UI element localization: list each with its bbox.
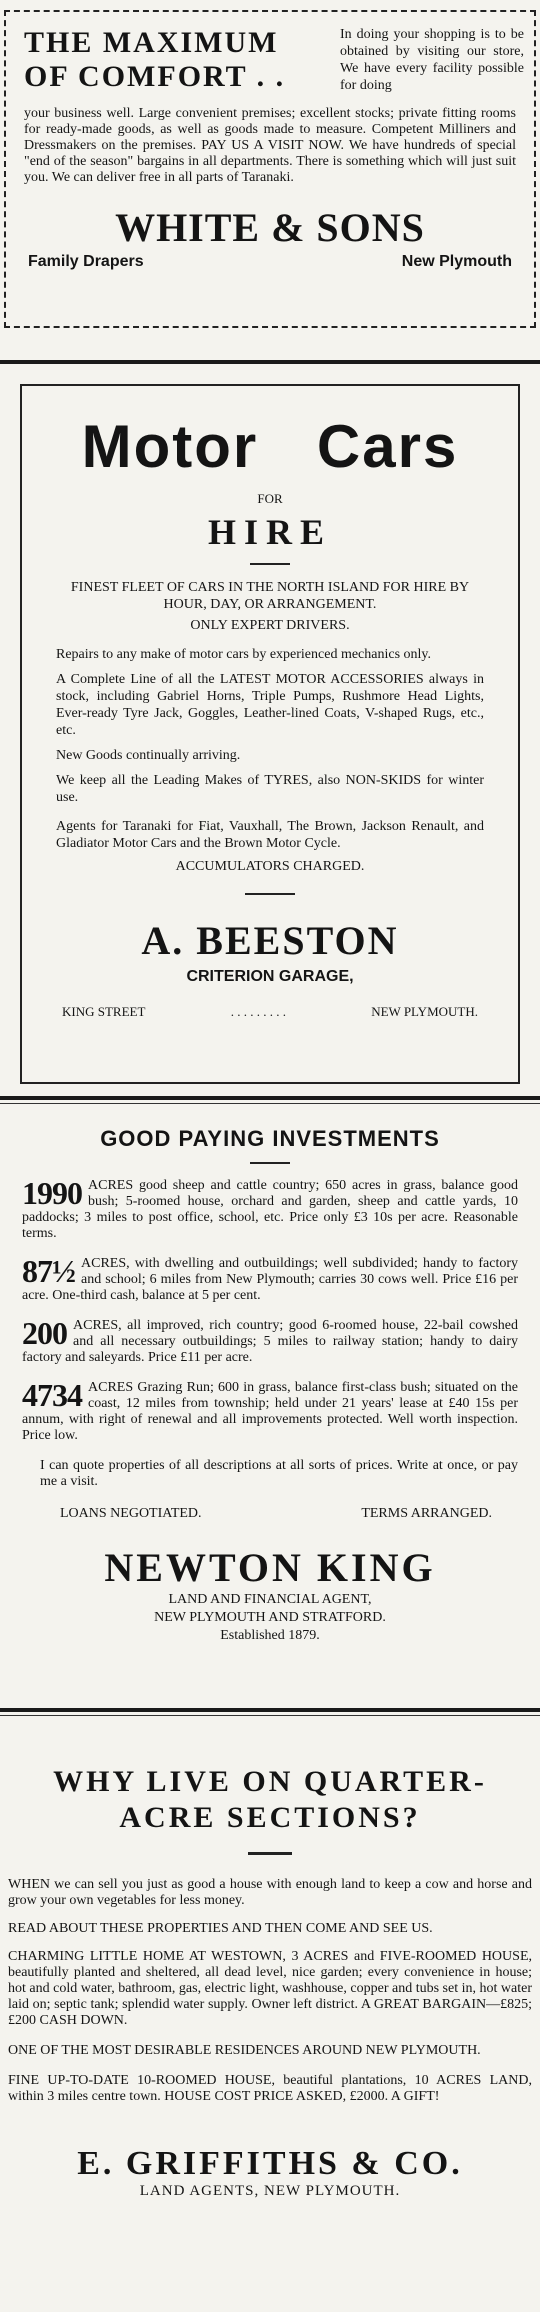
divider (0, 1715, 540, 1716)
ad2-title: Motor Cars (81, 413, 459, 480)
listing-text: ACRES Grazing Run; 600 in grass, balance first-class bush; situated on the coast, 12 miles from township; held under 21 years' lease at £40 15s per annum, with right of renewal and all improvements protected. Well worth inspection. Price low. (22, 1380, 518, 1443)
ad2-agents: Agents for Taranaki for Fiat, Vauxhall, The Brown, Jackson Renault, and Gladiator Motor Cars and the Brown Motor Cycle. (56, 819, 484, 851)
ad1-side-text: In doing your shopping is to be obtained by visiting our store, We have every facility possible for doing (340, 27, 524, 93)
ad4-title-line2: ACRE SECTIONS? (119, 1801, 421, 1834)
listing-acres: 87½ (22, 1253, 75, 1289)
listing-acres: 4734 (22, 1377, 82, 1413)
divider (0, 1096, 540, 1100)
ad3-name: NEWTON KING (104, 1545, 436, 1590)
dash-divider (250, 1162, 290, 1164)
ad3-places: NEW PLYMOUTH AND STRATFORD. (154, 1610, 386, 1625)
ad2-accumulators: ACCUMULATORS CHARGED. (175, 859, 365, 874)
ad4-intro: WHEN we can sell you just as good a house with enough land to keep a cow and horse and grow your own vegetables for less money. (8, 1877, 532, 1908)
listing-text: ACRES, all improved, rich country; good 6-roomed house, 22-bail cowshed and all necessary outbuildings; 5 miles to railway station; handy to dairy factory and saleyards. Price £11 per acre. (22, 1318, 518, 1365)
ad2-repairs: Repairs to any make of motor cars by experienced mechanics only. (56, 647, 432, 662)
griffiths-ad (0, 1722, 540, 2312)
ad2-fleet: FINEST FLEET OF CARS IN THE NORTH ISLAND FOR HIRE BY HOUR, DAY, OR ARRANGEMENT. (70, 580, 470, 612)
ad2-dots: . . . . . . . . . (230, 1004, 286, 1019)
ad2-street: KING STREET (62, 1004, 146, 1019)
ad4-title (8, 1764, 532, 1836)
ad2-new-goods: New Goods continually arriving. (56, 748, 241, 763)
ad3-loans: LOANS NEGOTIATED. (60, 1506, 202, 1521)
listing-item (22, 1315, 518, 1366)
dash-divider (250, 563, 290, 565)
divider (0, 1708, 540, 1712)
listing-text: ACRES, with dwelling and outbuildings; well subdivided; handy to factory and school; 6 miles from New Plymouth; carries 30 cows well. Price £16 per acre. One-third cash, balance at 5 per cent. (22, 1256, 518, 1303)
ad4-title-line1: WHY LIVE ON QUARTER- (53, 1765, 487, 1798)
dash-divider (245, 893, 295, 895)
white-sons-ad (4, 10, 536, 328)
ad2-tyres: We keep all the Leading Makes of TYRES, also NON-SKIDS for winter use. (56, 773, 484, 805)
ad2-for: FOR (257, 491, 283, 506)
listing-item (22, 1253, 518, 1304)
ad1-location: New Plymouth (401, 253, 512, 270)
listing-acres: 200 (22, 1315, 67, 1351)
ad4-ten-roomed: FINE UP-TO-DATE 10-ROOMED HOUSE, beautiful plantations, 10 ACRES LAND, within 3 miles centre town. HOUSE COST PRICE ASKED, £2000. A GIFT! (8, 2073, 532, 2104)
ad1-headline: THE MAXIMUM OF COMFORT . . (24, 26, 286, 93)
ad3-loans-row (22, 1506, 518, 1522)
divider (0, 1103, 540, 1104)
divider (0, 360, 540, 364)
ad4-westown: CHARMING LITTLE HOME AT WESTOWN, 3 ACRES and FIVE-ROOMED HOUSE, beautifully planted and sheltered, all dead level, nice garden; every convenience in house; hot and cold water, bathroom, gas, electric light, washhouse, copper and tubs set in, hot water laid on; septic tank; splendid water supply. Owner left district. A GREAT BARGAIN—£825; £200 CASH DOWN. (8, 1949, 532, 2028)
dash-divider (248, 1852, 292, 1855)
ad3-title: GOOD PAYING INVESTMENTS (100, 1126, 440, 1151)
ad2-town: NEW PLYMOUTH. (371, 1004, 478, 1019)
listing-text: ACRES good sheep and cattle country; 650 acres in grass, balance good bush; 5-roomed house, orchard and garden, sheep and cattle yards, 10 paddocks; 3 miles to post office, school, etc. Price only £3 10s per acre. Reasonable terms. (22, 1178, 518, 1241)
ad4-sub: LAND AGENTS, NEW PLYMOUTH. (139, 2183, 401, 2199)
ad3-established: Established 1879. (220, 1628, 320, 1643)
ad2-hire: HIRE (207, 512, 333, 552)
ad3-quote: I can quote properties of all descriptions at all sorts of prices. Write at once, or pay me a visit. (40, 1458, 518, 1489)
ad1-brand: WHITE & SONS (115, 205, 425, 250)
listing-item (22, 1377, 518, 1444)
beeston-motor-ad (20, 384, 520, 1084)
ad1-body: your business well. Large convenient premises; excellent stocks; private fitting rooms for ready-made goods, as well as goods made to measure. Competent Milliners and Dressmakers on the premises. PAY US A VISIT NOW. We have hundreds of special "end of the season" bargains in all departments. There is something which will just suit you. We can deliver free in all parts of Taranaki. (24, 106, 516, 185)
ad4-read: READ ABOUT THESE PROPERTIES AND THEN COME AND SEE US. (8, 1921, 433, 1936)
ad2-accessories: A Complete Line of all the LATEST MOTOR ACCESSORIES always in stock, including Gabriel Horns, Triple Pumps, Rushmore Head Lights, Ever-ready Tyre Jack, Goggles, Leather-lined Coats, V-shaped Rugs, etc., etc. (56, 672, 484, 738)
ad1-tag-row (24, 253, 516, 271)
ad4-name: E. GRIFFITHS & CO. (77, 2145, 463, 2182)
newton-king-ad (0, 1110, 540, 1710)
ad2-drivers: ONLY EXPERT DRIVERS. (190, 618, 350, 633)
listing-item (22, 1175, 518, 1242)
ad1-tagline: Family Drapers (28, 253, 144, 270)
ad2-address (56, 1004, 484, 1020)
ad2-garage: CRITERION GARAGE, (186, 968, 354, 985)
ad2-name: A. BEESTON (141, 918, 399, 963)
ad3-terms: TERMS ARRANGED. (361, 1506, 492, 1521)
listing-acres: 1990 (22, 1175, 82, 1211)
ad3-role: LAND AND FINANCIAL AGENT, (168, 1592, 372, 1607)
ad4-desirable: ONE OF THE MOST DESIRABLE RESIDENCES AROUND NEW PLYMOUTH. (8, 2043, 481, 2058)
